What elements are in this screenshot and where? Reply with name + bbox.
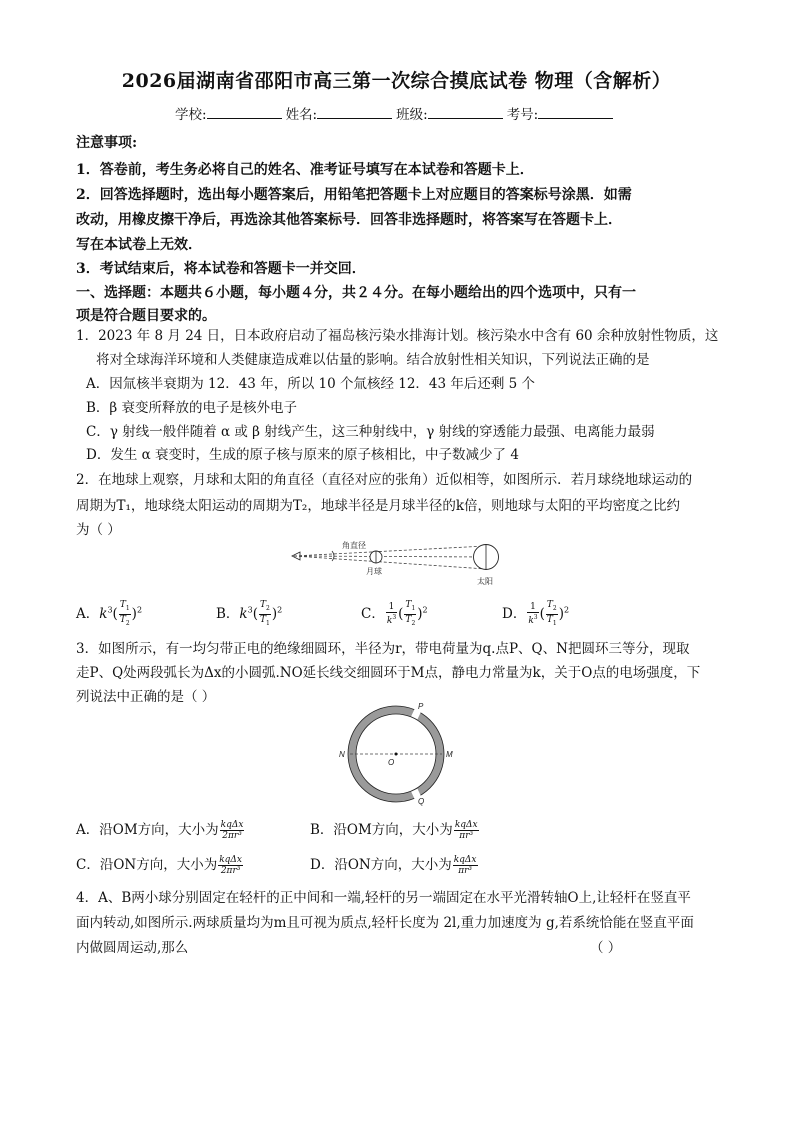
fraction-denominator: πr³ [458, 866, 473, 876]
label-m: M [446, 750, 453, 759]
notice-item: 2．回答选择题时，选出每小题答案后，用铅笔把答题卡上对应题目的答案标号涂黑．如需 [76, 187, 632, 203]
fraction-numerator: kqΔx [453, 855, 477, 865]
q2-option-d[interactable]: D． $\frac{1}{k^3}$ ( $\frac{T_2}{T_1}$ )$^2$ [502, 600, 570, 627]
exam-number-label: 考号: [506, 107, 539, 123]
option-text: C．沿ON方向，大小为 [76, 857, 218, 873]
moon-label: 月球 [366, 567, 382, 576]
q3-stem-end: 列说法中正确的是（ ） [76, 689, 216, 705]
sun-label: 太阳 [477, 577, 493, 586]
q3-option-d[interactable] [310, 853, 479, 876]
fraction-denominator: πr³ [459, 831, 474, 841]
center-point [395, 753, 398, 756]
school-blank[interactable] [207, 106, 282, 119]
q1-stem-cont: 将对全球海洋环境和人类健康造成难以估量的影响。结合放射性相关知识，下列说法正确的是 [96, 352, 650, 368]
notice-item: 1．答卷前，考生务必将自己的姓名、准考证号填写在本试卷和答题卡上． [76, 162, 534, 178]
q2-stem-cont: 周期为T₁，地球绕太阳运动的周期为T₂，地球半径是月球半径的k倍，则地球与太阳的平均密度之比约 [76, 498, 681, 514]
option-text: A．沿OM方向，大小为 [76, 822, 219, 838]
student-info-line [175, 103, 617, 123]
q2-option-c[interactable]: C． $\frac{1}{k^3}$ ( $\frac{T_1}{T_2}$ )$^2$ [361, 600, 428, 627]
option-text: D．沿ON方向，大小为 [310, 857, 452, 873]
name-label: 姓名: [285, 107, 318, 123]
q1-stem: 1．2023 年 8 月 24 日，日本政府启动了福岛核污染水排海计划。核污染水中含有 60 余种放射性物质，这 [76, 328, 719, 344]
name-blank[interactable] [317, 106, 392, 119]
answer-bracket[interactable]: （ ） [590, 940, 622, 956]
class-blank[interactable] [428, 106, 503, 119]
q2-figure [286, 538, 506, 588]
exam-number-blank[interactable] [538, 106, 613, 119]
option-letter: D． [502, 605, 527, 622]
label-n: N [339, 750, 345, 759]
section-heading: 一、选择题：本题共６小题，每小题４分，共２４分。在每小题给出的四个选项中，只有一 [76, 285, 636, 301]
q1-option-c[interactable]: C．γ 射线一般伴随着 α 或 β 射线产生，这三种射线中，γ 射线的穿透能力最强、电离能力最弱 [86, 424, 655, 440]
fraction-numerator: kqΔx [454, 820, 478, 830]
q4-stem: 4．A、B两小球分别固定在轻杆的正中间和一端,轻杆的另一端固定在水平光滑转轴O上,让轻杆在竖直平 [76, 890, 691, 906]
q3-option-c[interactable] [76, 853, 244, 876]
fraction-denominator: 2πr³ [222, 831, 242, 841]
q3-stem: 3．如图所示，有一均匀带正电的绝缘细圆环，半径为r，带电荷量为q.点P、Q、N把圆环三等分，现取 [76, 641, 690, 657]
fraction-numerator: kqΔx [219, 855, 243, 865]
option-letter: B． [216, 605, 240, 622]
q3-stem-cont: 走P、Q处两段弧长为Δx的小圆弧.NO延长线交细圆环于M点，静电力常量为k，关于O点的电场强度，下 [76, 665, 701, 681]
fraction-denominator: 2πr³ [220, 866, 241, 876]
option-letter: A． [76, 605, 100, 622]
q2-stem: 2．在地球上观察，月球和太阳的角直径（直径对应的张角）近似相等，如图所示．若月球绕地球运动的 [76, 472, 693, 488]
q2-option-b[interactable]: B．$k^3$( $\frac{T_2}{T_1}$ )$^2$ [216, 600, 283, 627]
q4-stem-end: 内做圆周运动,那么 [76, 940, 189, 956]
option-letter: C． [361, 605, 385, 622]
q4-stem-cont: 面内转动,如图所示.两球质量均为m且可视为质点,轻杆长度为 2l,重力加速度为 g,若系统恰能在竖直平面 [76, 915, 694, 931]
q1-option-d[interactable]: D．发生 α 衰变时，生成的原子核与原来的原子核相比，中子数减少了 4 [86, 447, 519, 463]
q2-option-a[interactable]: A．$k^3$( $\frac{T_1}{T_2}$ )$^2$ [76, 600, 143, 627]
section-heading-cont: 项是符合题目要求的。 [76, 308, 216, 324]
label-o: O [388, 758, 395, 767]
page-title: 2026届湖南省邵阳市高三第一次综合摸底试卷 物理（含解析） [121, 70, 672, 92]
class-label: 班级: [396, 107, 428, 123]
notice-item: 改动，用橡皮擦干净后，再选涂其他答案标号．回答非选择题时，将答案写在答题卡上． [76, 212, 622, 228]
angle-diameter-label: 角直径 [342, 541, 366, 550]
notice-item: 3．考试结束后，将本试卷和答题卡一并交回． [76, 261, 366, 277]
label-p: P [418, 702, 424, 711]
q3-option-a[interactable] [76, 818, 245, 841]
q3-figure [336, 700, 456, 810]
q1-option-a[interactable]: A．因氚核半衰期为 12．43 年，所以 10 个氚核经 12．43 年后还剩 5 个 [86, 376, 536, 392]
fraction-numerator: kqΔx [220, 820, 244, 830]
option-text: B．沿OM方向，大小为 [310, 822, 453, 838]
q1-option-b[interactable]: B．β 衰变所释放的电子是核外电子 [86, 400, 298, 416]
notice-item: 写在本试卷上无效． [76, 237, 202, 253]
notice-heading: 注意事项: [76, 135, 138, 151]
q2-stem-end: 为（ ） [76, 522, 121, 538]
school-label: 学校: [175, 107, 207, 123]
label-q: Q [418, 797, 425, 806]
q3-option-b[interactable] [310, 818, 480, 841]
